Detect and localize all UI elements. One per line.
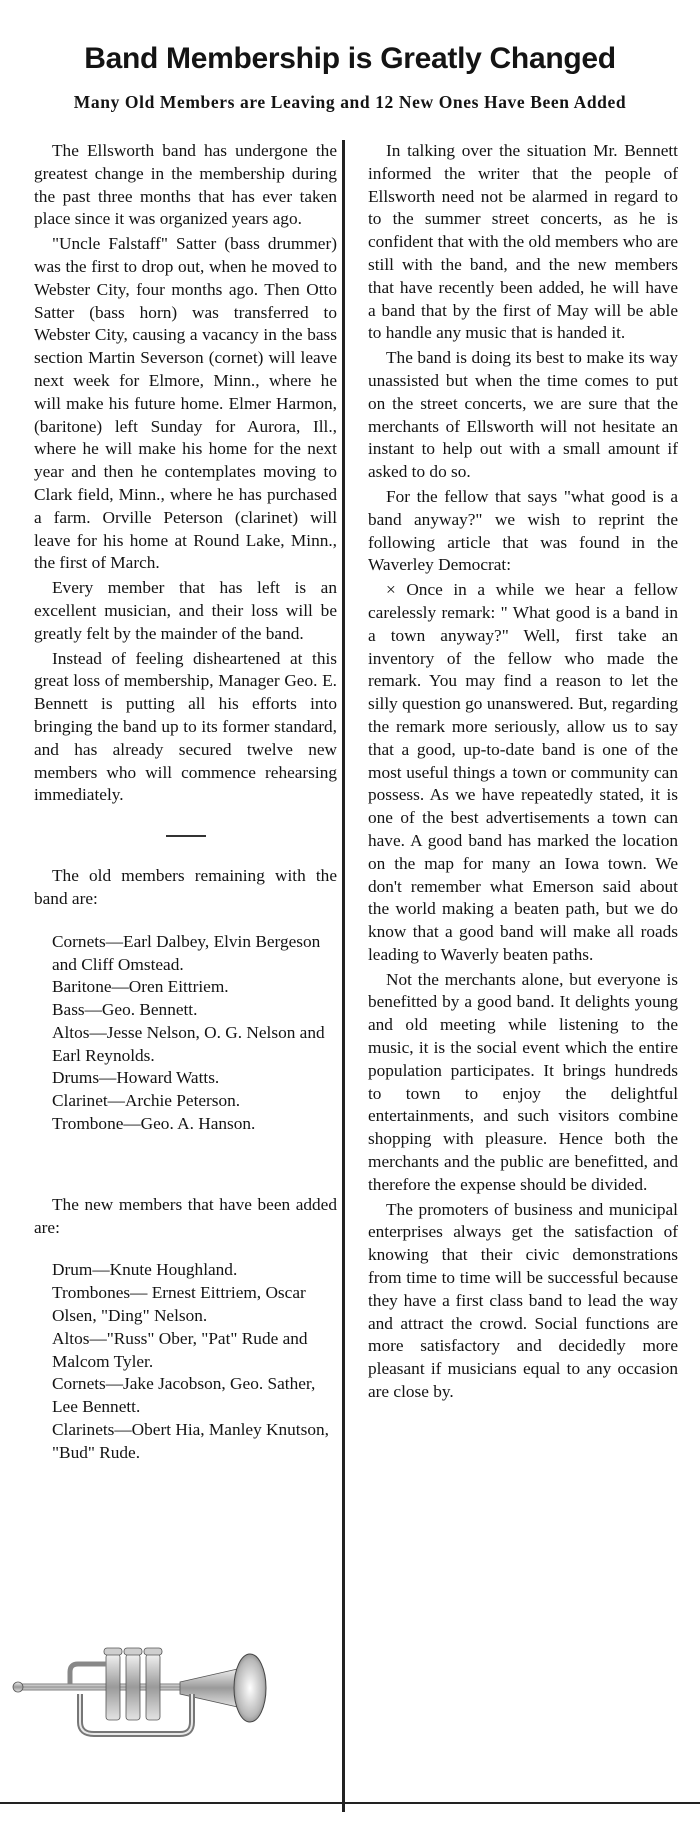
trumpet-illustration xyxy=(10,1624,310,1754)
section-divider xyxy=(166,1164,206,1166)
bottom-rule xyxy=(0,1802,700,1804)
paragraph: "Uncle Falstaff" Satter (bass drummer) was the first to drop out, when he moved to Webster City, four months ago. Then Otto Satter (bass horn) was transferred to Webster City, causing a vacancy in the bass section Martin Severson (cornet) will leave next week for Elmore, Minn., where he will make his future home. Elmer Harmon, (baritone) left Sunday for Aurora, Ill., where he will make his home for the next year and then he contemplates moving to Clark field, Minn., where he has purchased a farm. Orville Peterson (clarinet) will leave for his home at Round Lake, Minn., the first of March. xyxy=(34,234,337,573)
paragraph: The Ellsworth band has undergone the greatest change in the membership during the past three months that has ever taken place since it was organized years ago. xyxy=(34,141,337,229)
left-column xyxy=(34,140,337,1794)
old-members-list xyxy=(34,931,337,1136)
list-item: Trombone—Geo. A. Hanson. xyxy=(52,1114,256,1134)
list-item: Cornets—Earl Dalbey, Elvin Bergeson and Cliff Omstead. xyxy=(52,931,321,974)
list-item: Cornets—Jake Jacobson, Geo. Sather, Lee Bennett. xyxy=(52,1374,316,1417)
list-item: Bass—Geo. Bennett. xyxy=(52,1000,198,1020)
spacer xyxy=(34,913,337,931)
list-item: Altos—"Russ" Ober, "Pat" Rude and Malcom Tyler. xyxy=(52,1328,308,1371)
headline: Band Membership is Greatly Changed xyxy=(84,42,616,75)
list-item: Clarinet—Archie Peterson. xyxy=(52,1091,241,1111)
list-item: Drums—Howard Watts. xyxy=(52,1068,220,1088)
paragraph: Not the merchants alone, but everyone is benefitted by a good band. It delights young and old meeting while listening to the music, it is the social event which the entire population participates. It brings hundreds to town to enjoy the delightful entertainments, and such visitors combine shopping with pleasure. Hence both the merchants and the public are benefitted, and therefore the expense should be divided. xyxy=(368,969,678,1194)
paragraph: The band is doing its best to make its way unassisted but when the time comes to put on the street concerts, we are sure that the merchants of Ellsworth will not hesitate an instant to help out with a small amount if asked to do so. xyxy=(368,348,678,482)
article-columns xyxy=(6,140,694,1794)
old-members-intro: The old members remaining with the band are: xyxy=(34,866,337,908)
list-item: Altos—Jesse Nelson, O. G. Nelson and Earl Reynolds. xyxy=(52,1022,325,1065)
paragraph: In talking over the situation Mr. Bennett informed the writer that the people of Ellsworth need not be alarmed in regard to to the summer street concerts, as he is confident that with the old members who are still with the band, and the new members that have recently been added, he will have a band that by the first of May will be able to handle any music that is handed it. xyxy=(368,141,678,343)
column-divider xyxy=(342,140,345,1812)
paragraph: The promoters of business and municipal enterprises always get the satisfaction of knowing that their civic demonstrations from time to time will be successful because they have a first class band to lead the way and attract the crowd. Social functions are more satisfactory and decidedly more pleasant if musicians equal to any occasion are close by. xyxy=(368,1199,678,1402)
subheadline: Many Old Members are Leaving and 12 New Ones Have Been Added xyxy=(73,92,627,112)
section-divider xyxy=(166,835,206,837)
paragraph: Every member that has left is an excellent musician, and their loss will be greatly felt by the mainder of the band. xyxy=(34,578,337,643)
paragraph: × Once in a while we hear a fellow carelessly remark: " What good is a band in a town anyway?" Well, first take an inventory of the fellow who made the remark. You may find a reason to let the silly question go unanswered. But, regarding the remark more seriously, allow us to say that a good, up-to-date band is one of the most useful things a town or community can possess. As we have repeatedly stated, it is one of the best advertisements a town can have. A good band has marked the location on the map for many an Iowa town. We don't remember what Emerson said about the world making a beaten path, but we do know that a good band will make all roads leading to Waverly beaten paths. xyxy=(368,580,678,964)
spacer xyxy=(34,1241,337,1259)
new-members-intro: The new members that have been added are: xyxy=(34,1194,337,1237)
new-members-list xyxy=(34,1259,337,1464)
list-item: Trombones— Ernest Eittriem, Oscar Olsen, "Ding" Nelson. xyxy=(52,1283,306,1326)
paragraph: For the fellow that says "what good is a band anyway?" we wish to reprint the following article that was found in the Waverley Democrat: xyxy=(368,486,678,575)
list-item: Baritone—Oren Eittriem. xyxy=(52,977,229,997)
paragraph: Instead of feeling disheartened at this great loss of membership, Manager Geo. E. Bennett is putting all his efforts into bringing the band up to its former standard, and has already secured twelve new members who will commence rehearsing immediately. xyxy=(34,648,337,805)
list-item: Drum—Knute Houghland. xyxy=(52,1260,238,1280)
right-column xyxy=(368,140,678,1794)
list-item: Clarinets—Obert Hia, Manley Knutson, "Bud" Rude. xyxy=(52,1420,329,1462)
